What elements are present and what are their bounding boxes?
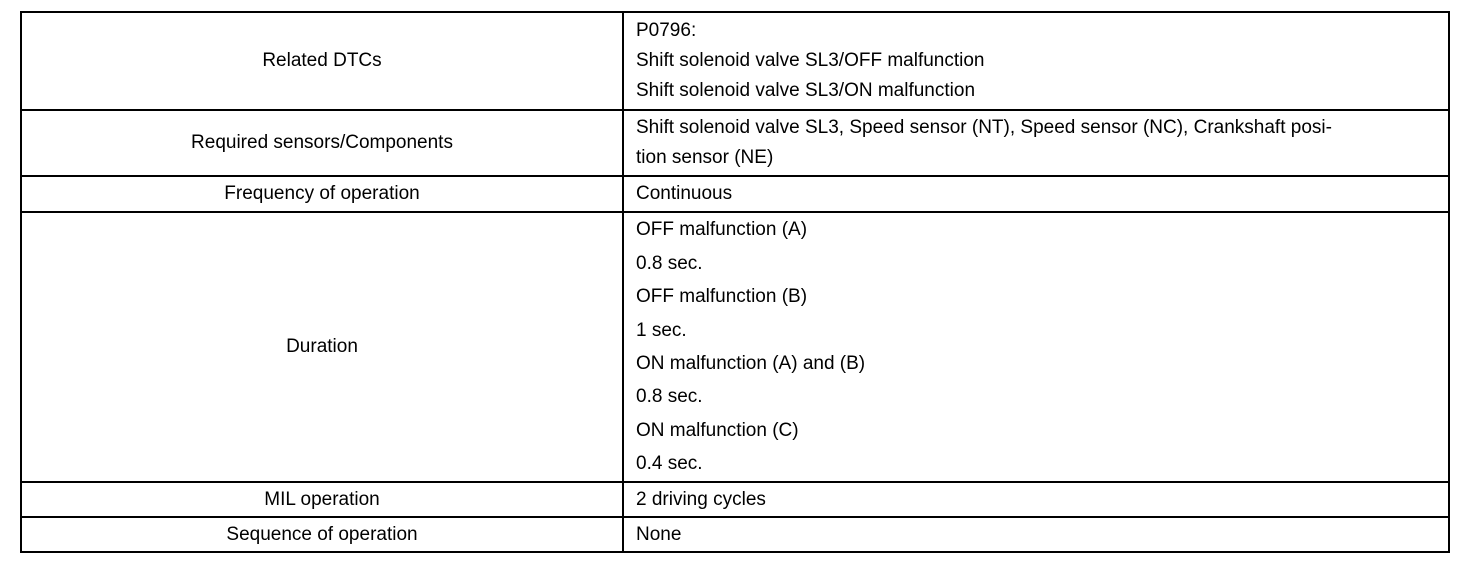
table-row-duration (21, 212, 1449, 482)
duration-item: 1 sec. (636, 319, 687, 341)
value-duration (623, 212, 1449, 482)
value-mil-operation (623, 482, 1449, 517)
mil-operation-value: 2 driving cycles (636, 488, 766, 510)
label-required-sensors: Required sensors/Components (21, 110, 623, 176)
frequency-value: Continuous (636, 183, 733, 204)
duration-item: ON malfunction (A) and (B) (636, 353, 866, 374)
label-mil-operation: MIL operation (21, 482, 623, 517)
monitor-spec-table (20, 11, 1450, 553)
value-related-dtcs (623, 12, 1449, 110)
duration-item: OFF malfunction (B) (636, 286, 808, 308)
table-row-frequency (21, 176, 1449, 212)
sensors-line-2: tion sensor (NE) (636, 147, 774, 168)
sensors-line-1: Shift solenoid valve SL3, Speed sensor (NT), Speed sensor (NC), Crankshaft posi- (636, 117, 1332, 138)
value-sequence (623, 517, 1449, 552)
dtc-code: P0796: (636, 20, 697, 41)
value-frequency (623, 176, 1449, 212)
table-row-mil-operation (21, 482, 1449, 517)
duration-item: 0.8 sec. (636, 386, 703, 408)
dtc-description-off: Shift solenoid valve SL3/OFF malfunction (636, 50, 985, 71)
dtc-description-on: Shift solenoid valve SL3/ON malfunction (636, 80, 976, 101)
table-row-related-dtcs (21, 12, 1449, 110)
table-row-sequence (21, 517, 1449, 552)
duration-item: 0.8 sec. (636, 252, 703, 274)
label-frequency: Frequency of operation (21, 176, 623, 212)
table-row-required-sensors (21, 110, 1449, 176)
value-required-sensors (623, 110, 1449, 176)
label-related-dtcs: Related DTCs (21, 12, 623, 110)
label-duration: Duration (21, 212, 623, 482)
duration-item: OFF malfunction (A) (636, 219, 808, 241)
sequence-value: None (636, 523, 682, 545)
label-sequence: Sequence of operation (21, 517, 623, 552)
duration-item: 0.4 sec. (636, 453, 703, 475)
duration-item: ON malfunction (C) (636, 419, 799, 441)
